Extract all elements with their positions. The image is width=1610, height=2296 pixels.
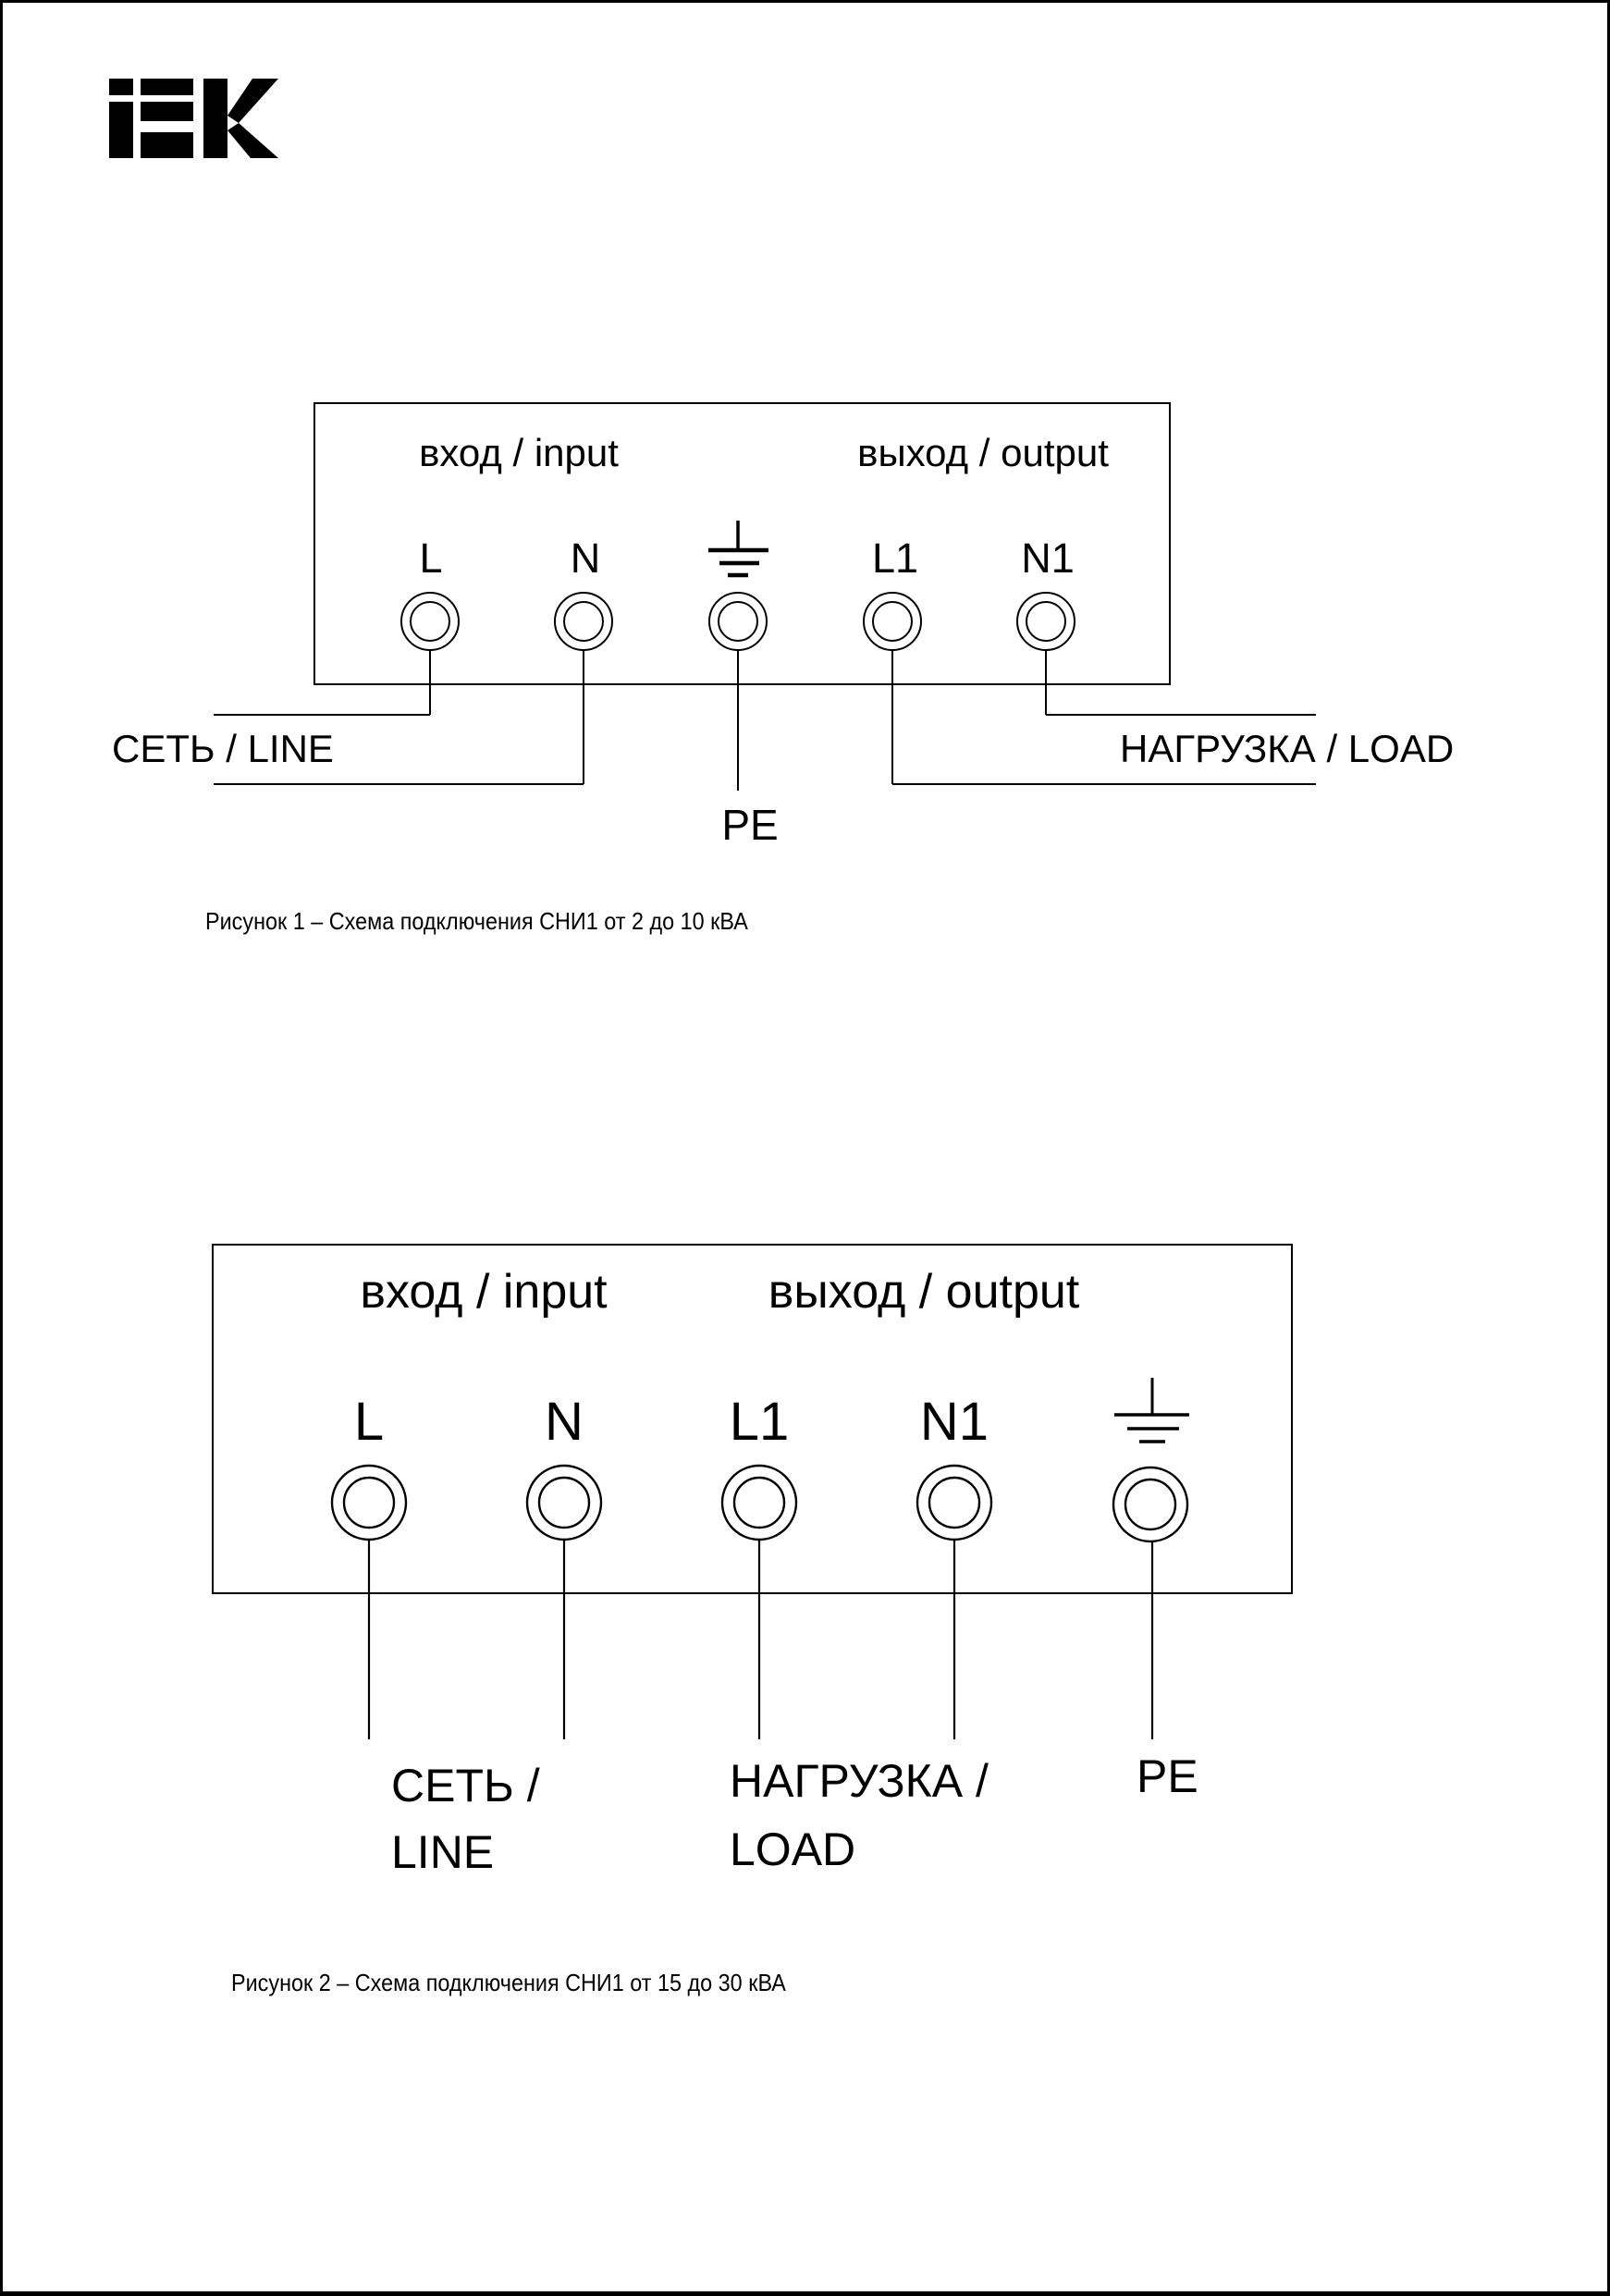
fig2-header-input: вход / input [360, 1265, 608, 1319]
fig2-pe-label: PE [1137, 1750, 1198, 1802]
fig2-wires [369, 1540, 1152, 1739]
ground-icon [708, 521, 768, 575]
fig2-terminal-label-N: N [545, 1392, 584, 1452]
fig1-line-label: СЕТЬ / LINE [112, 727, 334, 770]
fig2-terminal-label-L: L [353, 1392, 385, 1452]
fig1-caption: Рисунок 1 – Схема подключения СНИ1 от 2 до 10 кВА [205, 907, 748, 935]
fig1-terminal-label-N1: N1 [1021, 534, 1075, 582]
fig1-header-input: вход / input [419, 431, 619, 474]
fig1-load-label: НАГРУЗКА / LOAD [1120, 727, 1455, 770]
fig1-header-output: выход / output [857, 431, 1109, 474]
fig2-load-label-2: LOAD [730, 1823, 856, 1875]
fig2-header-output: выход / output [768, 1265, 1080, 1319]
ground-icon [1114, 1378, 1189, 1442]
fig2-line-label-2: LINE [391, 1826, 495, 1878]
fig2-line-label-1: СЕТЬ / [391, 1760, 540, 1811]
fig1-terminal-circles [401, 593, 1075, 650]
fig1-pe-label: PE [721, 801, 779, 849]
fig2-terminal-label-N1: N1 [919, 1392, 989, 1452]
fig1-terminal-label-L1: L1 [871, 534, 919, 582]
diagram-linework [3, 3, 1610, 2296]
fig2-terminal-label-L1: L1 [729, 1392, 790, 1452]
fig2-caption: Рисунок 2 – Схема подключения СНИ1 от 15 до 30 кВА [231, 1969, 786, 1996]
fig1-terminal-label-L: L [419, 534, 443, 582]
fig1-terminal-label-N: N [570, 534, 601, 582]
fig2-load-label-1: НАГРУЗКА / [730, 1755, 989, 1807]
fig2-terminal-circles [332, 1466, 1187, 1541]
